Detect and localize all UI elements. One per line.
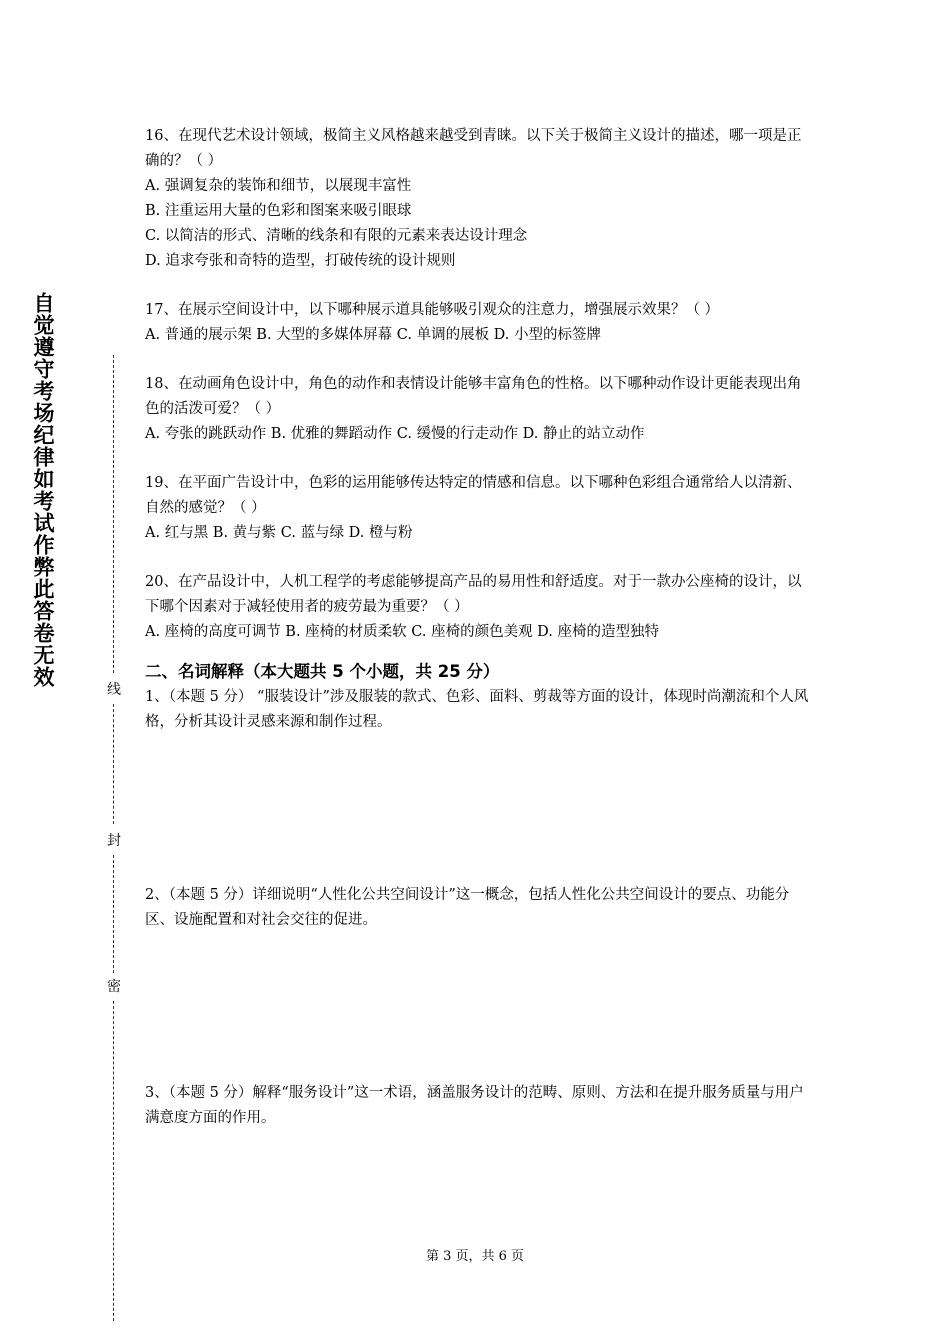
question-stem: 19、在平面广告设计中，色彩的运用能够传达特定的情感和信息。以下哪种色彩组合通常给人以清新、自然的感觉？（ ） bbox=[145, 475, 802, 516]
question-stem: 17、在展示空间设计中，以下哪种展示道具能够吸引观众的注意力，增强展示效果？（ ） bbox=[145, 302, 720, 318]
question-stem: 16、在现代艺术设计领域，极简主义风格越来越受到青睐。以下关于极简主义设计的描述，哪一项是正确的？（ ） bbox=[145, 128, 802, 169]
question-18 bbox=[145, 372, 815, 447]
answer-space[interactable] bbox=[145, 735, 815, 883]
binding-line-segment bbox=[113, 355, 114, 673]
question-options: A. 夸张的跳跃动作 B. 优雅的舞蹈动作 C. 缓慢的行走动作 D. 静止的站立动作 bbox=[145, 426, 645, 442]
question-19 bbox=[145, 471, 815, 546]
binding-mark-feng: 封 bbox=[107, 833, 121, 849]
question-options: A. 红与黑 B. 黄与紫 C. 蓝与绿 D. 橙与粉 bbox=[145, 525, 413, 541]
binding-mark-mi: 密 bbox=[107, 979, 121, 995]
exam-content bbox=[145, 124, 815, 1131]
option-c: C. 以简洁的形式、清晰的线条和有限的元素来表达设计理念 bbox=[145, 228, 528, 244]
binding-line-segment bbox=[113, 1001, 114, 1321]
question-17 bbox=[145, 298, 815, 348]
binding-mark-xian: 线 bbox=[107, 682, 121, 698]
question-options: A. 普通的展示架 B. 大型的多媒体屏幕 C. 单调的展板 D. 小型的标签牌 bbox=[145, 327, 602, 343]
exam-discipline-notice: 自觉遵守考场纪律如考试作弊此答卷无效 bbox=[31, 292, 55, 688]
question-16 bbox=[145, 124, 815, 274]
option-d: D. 追求夸张和奇特的造型，打破传统的设计规则 bbox=[145, 253, 456, 269]
question-20 bbox=[145, 570, 815, 645]
term-question-3: 3、（本题 5 分）解释“服务设计”这一术语，涵盖服务设计的范畴、原则、方法和在提升服务质量与用户满意度方面的作用。 bbox=[145, 1085, 804, 1126]
term-question-1: 1、（本题 5 分） “服装设计”涉及服装的款式、色彩、面料、剪裁等方面的设计，体现时尚潮流和个人风格，分析其设计灵感来源和制作过程。 bbox=[145, 689, 809, 730]
binding-line-segment bbox=[113, 855, 114, 973]
binding-line-segment bbox=[113, 704, 114, 824]
section-title: 二、名词解释（本大题共 5 个小题，共 25 分） bbox=[145, 662, 500, 681]
question-stem: 18、在动画角色设计中，角色的动作和表情设计能够丰富角色的性格。以下哪种动作设计更能表现出角色的活泼可爱？（ ） bbox=[145, 376, 802, 417]
option-b: B. 注重运用大量的色彩和图案来吸引眼球 bbox=[145, 203, 412, 219]
page-number: 第 3 页，共 6 页 bbox=[425, 1249, 525, 1264]
answer-space[interactable] bbox=[145, 933, 815, 1081]
question-options: A. 座椅的高度可调节 B. 座椅的材质柔软 C. 座椅的颜色美观 D. 座椅的造型独特 bbox=[145, 624, 660, 640]
question-stem: 20、在产品设计中，人机工程学的考虑能够提高产品的易用性和舒适度。对于一款办公座椅的设计，以下哪个因素对于减轻使用者的疲劳最为重要？（ ） bbox=[145, 574, 802, 615]
option-a: A. 强调复杂的装饰和细节，以展现丰富性 bbox=[145, 178, 412, 194]
term-question-2: 2、（本题 5 分）详细说明“人性化公共空间设计”这一概念，包括人性化公共空间设计的要点、功能分区、设施配置和对社会交往的促进。 bbox=[145, 887, 790, 928]
